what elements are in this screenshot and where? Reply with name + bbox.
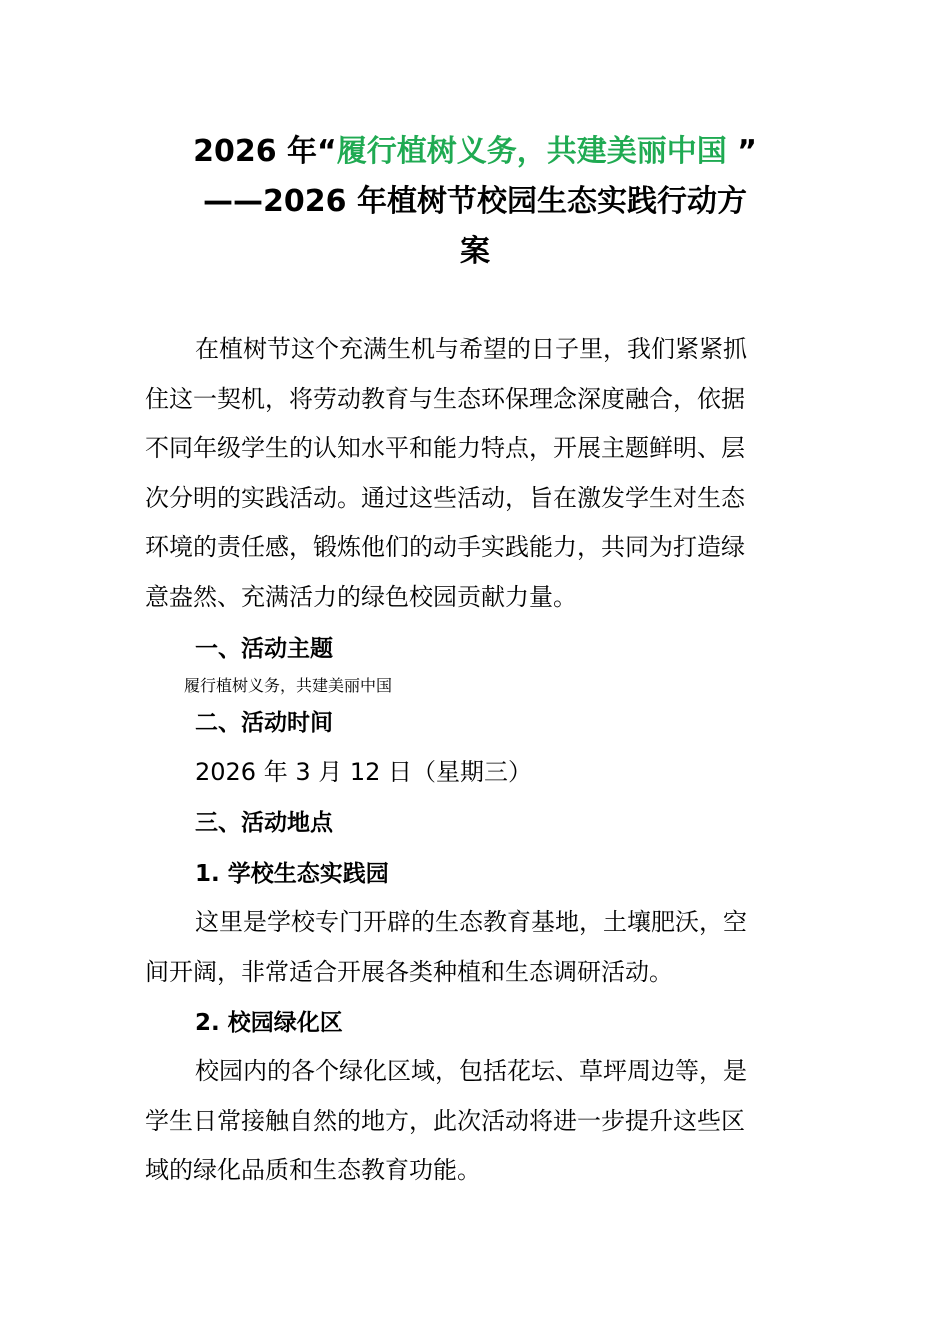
- time-value: 2026 年 3 月 12 日（星期三）: [195, 758, 533, 786]
- paragraph-line: 校园内的各个绿化区域，包括花坛、草坪周边等，是: [195, 1057, 747, 1085]
- document-title-line-1: [145, 127, 805, 177]
- intro-line: 住这一契机，将劳动教育与生态环保理念深度融合，依据: [145, 384, 745, 413]
- section-heading-theme: 一、活动主题: [195, 636, 333, 662]
- paragraph-line: 间开阔，非常适合开展各类种植和生态调研活动。: [145, 957, 673, 986]
- section-theme-content: 履行植树义务，共建美丽中国: [184, 676, 393, 695]
- intro-paragraph: [145, 325, 805, 623]
- paragraph-line: 这里是学校专门开辟的生态教育基地，土壤肥沃，空: [195, 908, 747, 936]
- section-time-content: [195, 748, 855, 798]
- intro-line: 在植树节这个充满生机与希望的日子里，我们紧紧抓: [195, 335, 747, 363]
- intro-line: 意盎然、充满活力的绿色校园贡献力量。: [145, 582, 577, 611]
- paragraph-line: 学生日常接触自然的地方，此次活动将进一步提升这些区: [145, 1106, 745, 1135]
- intro-line: 次分明的实践活动。通过这些活动，旨在激发学生对生态: [145, 483, 745, 512]
- subsection-green-area-paragraph: [145, 1047, 805, 1196]
- intro-line: 环境的责任感，锻炼他们的动手实践能力，共同为打造绿: [145, 533, 745, 562]
- title-theme-highlight: 履行植树义务，共建美丽中国: [336, 134, 738, 169]
- title-suffix: ”: [737, 134, 757, 169]
- document-title-line-3: 案: [460, 234, 490, 269]
- document-title-line-2: ——2026 年植树节校园生态实践行动方: [203, 184, 747, 219]
- section-heading-time: 二、活动时间: [195, 710, 333, 736]
- subsection-eco-garden-paragraph: [145, 898, 805, 997]
- subsection-heading-green-area: 2. 校园绿化区: [195, 1010, 343, 1036]
- intro-line: 不同年级学生的认知水平和能力特点，开展主题鲜明、层: [145, 434, 745, 463]
- subsection-heading-eco-garden: 1. 学校生态实践园: [195, 861, 389, 887]
- title-prefix: 2026 年“: [193, 134, 337, 169]
- paragraph-line: 域的绿化品质和生态教育功能。: [145, 1156, 481, 1185]
- section-heading-location: 三、活动地点: [195, 810, 333, 836]
